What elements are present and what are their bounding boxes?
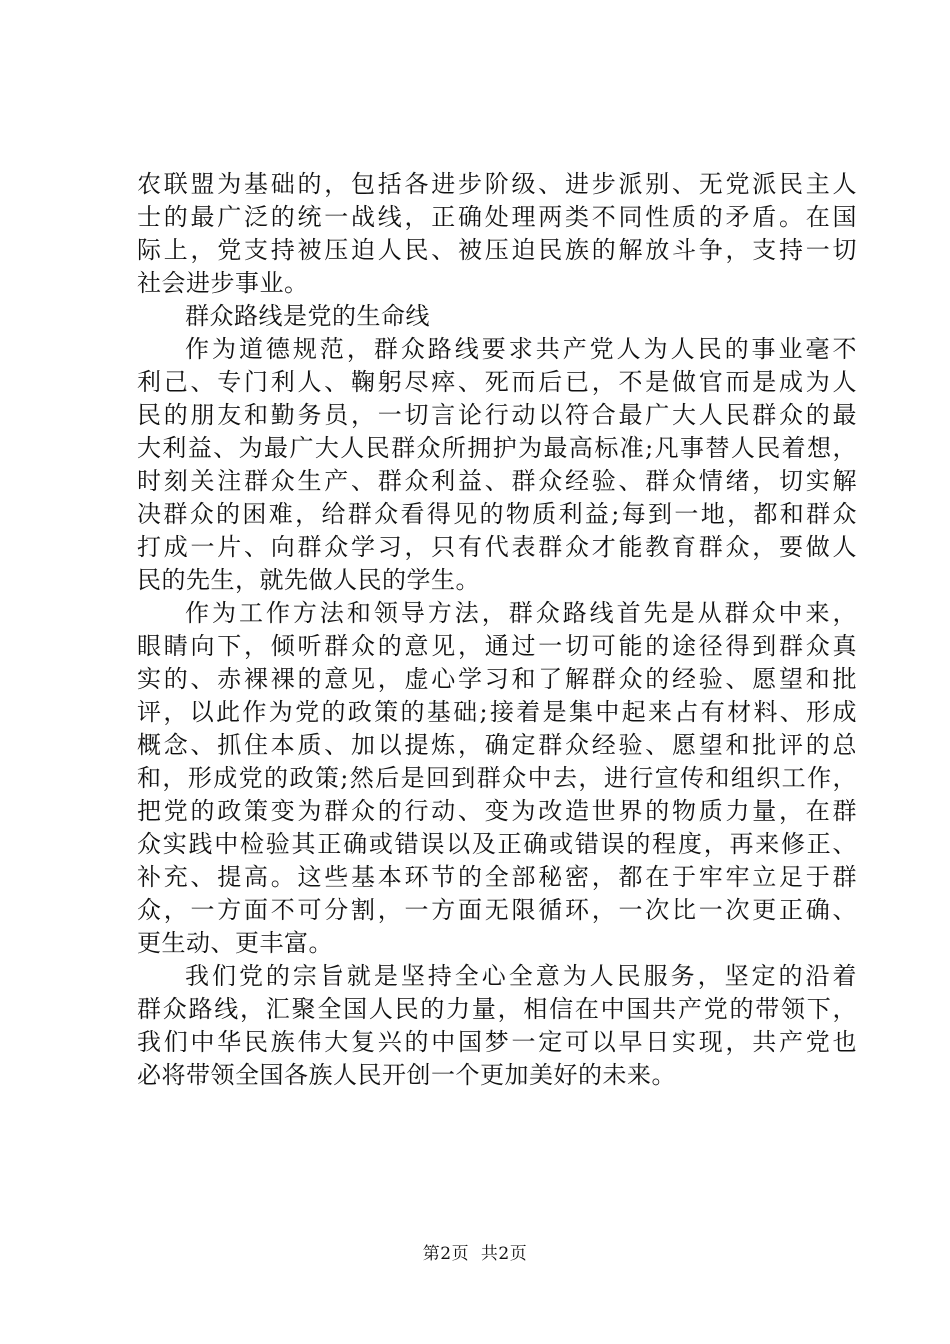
text-line: 群众路线是党的生命线 [185, 302, 430, 330]
text-line: 必将带领全国各族人民开创一个更加美好的未来。 [137, 1061, 676, 1089]
document-body [137, 168, 857, 1092]
text-line: 决群众的困难，给群众看得见的物质利益;每到一地，都和群众 [137, 500, 857, 528]
text-line: 际上，党支持被压迫人民、被压迫民族的解放斗争，支持一切 [137, 236, 857, 264]
text-line: 打成一片、向群众学习，只有代表群众才能教育群众，要做人 [137, 533, 857, 561]
text-line: 大利益、为最广大人民群众所拥护为最高标准;凡事替人民着想， [137, 434, 857, 462]
text-line: 评，以此作为党的政策的基础;接着是集中起来占有材料、形成 [137, 698, 857, 726]
text-line: 我们中华民族伟大复兴的中国梦一定可以早日实现，共产党也 [137, 1028, 857, 1056]
paragraph [137, 168, 857, 300]
text-line: 民的先生，就先做人民的学生。 [137, 566, 480, 594]
paragraph [137, 960, 857, 1092]
text-line: 群众路线，汇聚全国人民的力量，相信在中国共产党的带领下， [137, 995, 857, 1023]
text-line: 民的朋友和勤务员，一切言论行动以符合最广大人民群众的最 [137, 401, 857, 429]
text-line: 我们党的宗旨就是坚持全心全意为人民服务，坚定的沿着 [185, 962, 857, 990]
text-line: 作为工作方法和领导方法，群众路线首先是从群众中来， [185, 599, 857, 627]
text-line: 实的、赤裸裸的意见，虚心学习和了解群众的经验、愿望和批 [137, 665, 857, 693]
text-line: 农联盟为基础的，包括各进步阶级、进步派别、无党派民主人 [137, 170, 857, 198]
text-line: 时刻关注群众生产、群众利益、群众经验、群众情绪，切实解 [137, 467, 857, 495]
text-line: 补充、提高。这些基本环节的全部秘密，都在于牢牢立足于群 [137, 863, 857, 891]
text-line: 士的最广泛的统一战线，正确处理两类不同性质的矛盾。在国 [137, 203, 857, 231]
text-line: 更生动、更丰富。 [137, 929, 333, 957]
text-line: 众实践中检验其正确或错误以及正确或错误的程度，再来修正、 [137, 830, 857, 858]
text-line: 众，一方面不可分割，一方面无限循环，一次比一次更正确、 [137, 896, 857, 924]
text-line: 和，形成党的政策;然后是回到群众中去，进行宣传和组织工作， [137, 764, 857, 792]
paragraph [137, 333, 857, 597]
text-line: 作为道德规范，群众路线要求共产党人为人民的事业毫不 [185, 335, 857, 363]
page-number: 第2页 共2页 [422, 1244, 528, 1264]
page-footer [0, 1243, 950, 1265]
text-line: 把党的政策变为群众的行动、变为改造世界的物质力量，在群 [137, 797, 857, 825]
text-line: 社会进步事业。 [137, 269, 309, 297]
text-line: 利己、专门利人、鞠躬尽瘁、死而后已，不是做官而是成为人 [137, 368, 857, 396]
text-line: 概念、抓住本质、加以提炼，确定群众经验、愿望和批评的总 [137, 731, 857, 759]
paragraph [137, 300, 857, 333]
paragraph [137, 597, 857, 960]
text-line: 眼睛向下，倾听群众的意见，通过一切可能的途径得到群众真 [137, 632, 857, 660]
